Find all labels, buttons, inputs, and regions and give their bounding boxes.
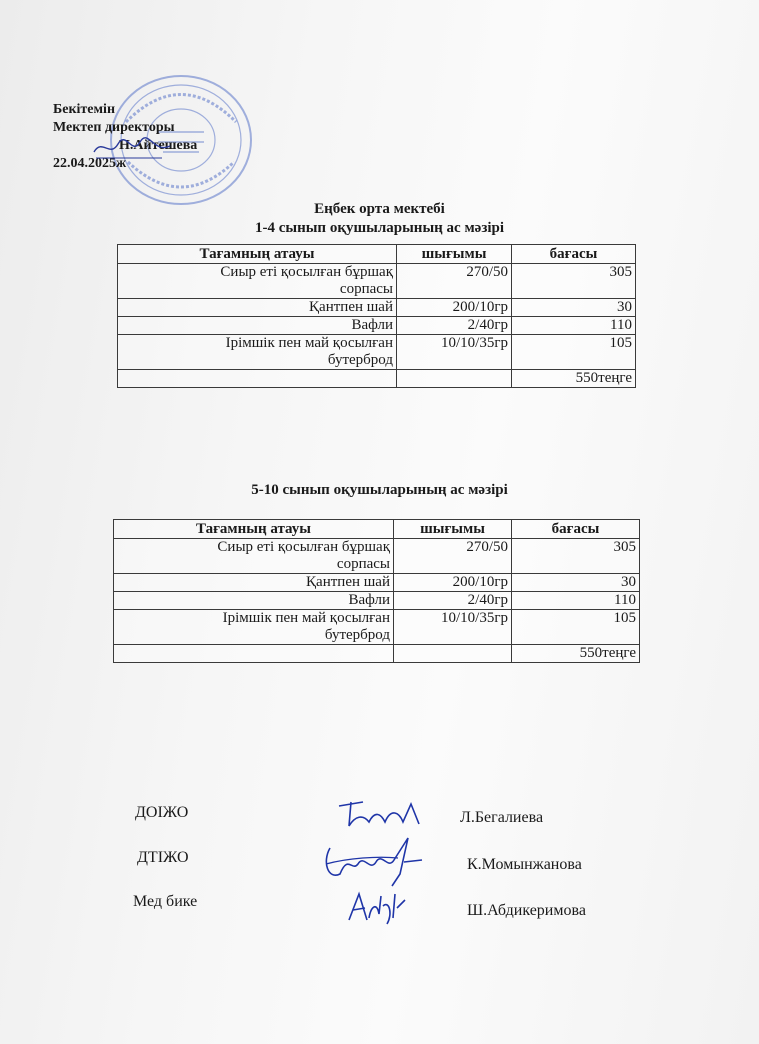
dish-amount: 270/50 <box>397 264 512 299</box>
column-header-name: Тағамның атауы <box>118 245 397 264</box>
signatory-role: ДОІЖО <box>135 804 189 821</box>
menu-table-1-4 <box>117 244 636 388</box>
table-row <box>114 610 640 645</box>
column-header-price: бағасы <box>512 245 636 264</box>
total-row <box>114 645 640 663</box>
signature-2 <box>318 834 426 890</box>
dish-price: 305 <box>512 539 640 574</box>
signatory-name: К.Момынжанова <box>467 856 582 873</box>
total-price: 550теңге <box>512 370 636 388</box>
dish-price: 105 <box>512 610 640 645</box>
menu-title-1-4: 1-4 сынып оқушыларының ас мәзірі <box>254 220 505 236</box>
menu-title-5-10: 5-10 сынып оқушыларының ас мәзірі <box>251 482 508 498</box>
empty-cell <box>118 370 397 388</box>
dish-amount: 10/10/35гр <box>394 610 512 645</box>
dish-name: Қантпен шай <box>118 299 397 317</box>
dish-amount: 200/10гр <box>394 574 512 592</box>
menu-table-5-10 <box>113 519 640 663</box>
dish-name: Вафли <box>118 317 397 335</box>
signatory-name: Ш.Абдикеримова <box>467 902 586 919</box>
column-header-amount: шығымы <box>394 520 512 539</box>
table-row <box>118 299 636 317</box>
dish-price: 30 <box>512 299 636 317</box>
dish-price: 30 <box>512 574 640 592</box>
dish-price: 105 <box>512 335 636 370</box>
dish-name: Сиыр еті қосылған бұршақ сорпасы <box>114 539 394 574</box>
empty-cell <box>394 645 512 663</box>
dish-amount: 200/10гр <box>397 299 512 317</box>
total-price: 550теңге <box>512 645 640 663</box>
director-signature <box>92 128 172 168</box>
dish-amount: 2/40гр <box>397 317 512 335</box>
table-row <box>114 574 640 592</box>
table-row <box>118 335 636 370</box>
dish-price: 305 <box>512 264 636 299</box>
empty-cell <box>397 370 512 388</box>
dish-price: 110 <box>512 592 640 610</box>
dish-name: Вафли <box>114 592 394 610</box>
dish-amount: 270/50 <box>394 539 512 574</box>
table-row <box>118 264 636 299</box>
dish-name: Ірімшік пен май қосылған бутерброд <box>114 610 394 645</box>
approval-heading: Бекітемін <box>53 102 116 117</box>
total-row <box>118 370 636 388</box>
empty-cell <box>114 645 394 663</box>
column-header-price: бағасы <box>512 520 640 539</box>
table-row <box>118 317 636 335</box>
signature-3 <box>345 888 407 930</box>
table-header-row <box>118 245 636 264</box>
signatory-role: Мед бике <box>133 893 198 910</box>
signatory-role: ДТІЖО <box>137 849 189 866</box>
column-header-name: Тағамның атауы <box>114 520 394 539</box>
school-name: Еңбек орта мектебі <box>314 201 445 217</box>
table-row <box>114 592 640 610</box>
signatory-name: Л.Бегалиева <box>460 809 544 826</box>
dish-name: Сиыр еті қосылған бұршақ сорпасы <box>118 264 397 299</box>
dish-amount: 10/10/35гр <box>397 335 512 370</box>
approval-position: Мектеп директоры <box>53 120 175 135</box>
director-name: Н.Айтешева <box>119 138 198 153</box>
approval-date: 22.04.2025ж <box>53 156 127 171</box>
table-header-row <box>114 520 640 539</box>
column-header-amount: шығымы <box>397 245 512 264</box>
table-row <box>114 539 640 574</box>
dish-name: Қантпен шай <box>114 574 394 592</box>
dish-amount: 2/40гр <box>394 592 512 610</box>
dish-name: Ірімшік пен май қосылған бутерброд <box>118 335 397 370</box>
signature-1 <box>333 796 433 834</box>
dish-price: 110 <box>512 317 636 335</box>
